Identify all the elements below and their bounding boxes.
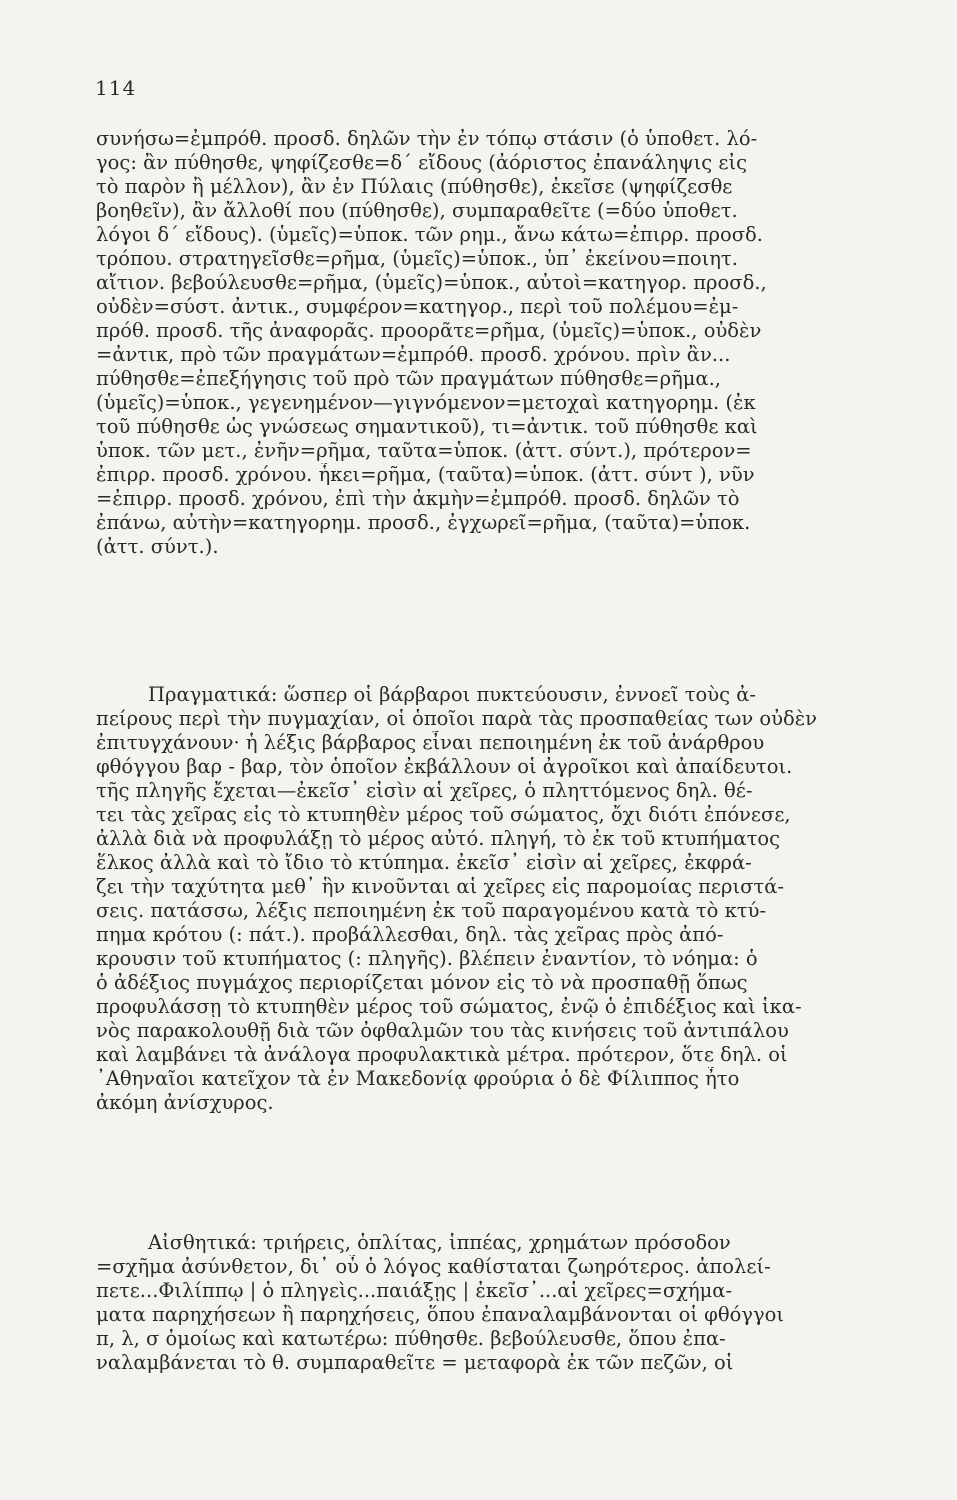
text-line: (ὑμεῖς)=ὑποκ., γεγενημένον—γιγνόμενον=μετοχαὶ κατηγορημ. (ἐκ xyxy=(96,391,756,414)
text-line: τὸ παρὸν ἢ μέλλον), ἂν ἐν Πύλαις (πύθησθε), ἐκεῖσε (ψηφίζεσθε xyxy=(96,175,733,198)
text-line: τῆς πληγῆς ἔχεται—ἐκεῖσ᾽ εἰσὶν αἱ χεῖρες, ὁ πληττόμενος δηλ. θέ- xyxy=(96,779,753,802)
text-line: ᾽Αθηναῖοι κατεῖχον τὰ ἐν Μακεδονίᾳ φρούρια ὁ δὲ Φίλιππος ἦτο xyxy=(96,1067,740,1090)
text-line: πημα κρότου (: πάτ.). προβάλλεσθαι, δηλ. τὰς χεῖρας πρὸς ἀπό- xyxy=(96,923,724,946)
text-line: προφυλάσσῃ τὸ κτυπηθὲν μέρος τοῦ σώματος, ἐνῷ ὁ ἐπιδέξιος καὶ ἱκα- xyxy=(96,995,802,1018)
text-line: νὸς παρακολουθῇ διὰ τῶν ὀφθαλμῶν του τὰς κινήσεις τοῦ ἀντιπάλου xyxy=(96,1019,789,1042)
text-line: =ἐπιρρ. προσδ. χρόνου, ἐπὶ τὴν ἀκμὴν=ἐμπρόθ. προσδ. δηλῶν τὸ xyxy=(96,487,740,510)
text-line: συνήσω=ἐμπρόθ. προσδ. δηλῶν τὴν ἐν τόπῳ στάσιν (ὁ ὑποθετ. λό- xyxy=(96,127,758,150)
text-line: ἀκόμη ἀνίσχυρος. xyxy=(96,1091,274,1114)
text-line: ἀλλὰ διὰ νὰ προφυλάξῃ τὸ μέρος αὐτό. πληγή, τὸ ἐκ τοῦ κτυπήματος xyxy=(96,827,781,850)
text-line: πύθησθε=ἐπεξήγησις τοῦ πρὸ τῶν πραγμάτων πύθησθε=ρῆμα., xyxy=(96,367,721,390)
text-line: πείρους περὶ τὴν πυγμαχίαν, οἱ ὁποῖοι παρὰ τὰς προσπαθείας των οὐδὲν xyxy=(96,707,818,730)
text-line: πρόθ. προσδ. τῆς ἀναφορᾶς. προορᾶτε=ρῆμα, (ὑμεῖς)=ὑποκ., οὐδὲν xyxy=(96,319,762,342)
text-line: ζει τὴν ταχύτητα μεθ᾽ ἣν κινοῦνται αἱ χεῖρες εἰς παρομοίας περιστά- xyxy=(96,875,784,898)
text-line: βοηθεῖν), ἂν ἄλλοθί που (πύθησθε), συμπαραθεῖτε (=δύο ὑποθετ. xyxy=(96,199,738,222)
text-line: τρόπου. στρατηγεῖσθε=ρῆμα, (ὑμεῖς)=ὑποκ., ὑπ᾽ ἐκείνου=ποιητ. xyxy=(96,247,738,270)
text-line: ἐπάνω, αὐτὴν=κατηγορημ. προσδ., ἐγχωρεῖ=ρῆμα, (ταῦτα)=ὑποκ. xyxy=(96,511,751,534)
text-line: ὁ ἀδέξιος πυγμάχος περιορίζεται μόνον εἰς τὸ νὰ προσπαθῇ ὅπως xyxy=(96,971,748,994)
page-number: 114 xyxy=(95,76,137,100)
text-line: Αἰσθητικά: τριήρεις, ὁπλίτας, ἱππέας, χρημάτων πρόσοδον xyxy=(148,1231,731,1254)
text-line: ἕλκος ἀλλὰ καὶ τὸ ἴδιο τὸ κτύπημα. ἐκεῖσ᾽ εἰσὶν αἱ χεῖρες, ἐκφρά- xyxy=(96,851,752,874)
text-line: οὐδὲν=σύστ. ἀντικ., συμφέρον=κατηγορ., περὶ τοῦ πολέμου=ἐμ- xyxy=(96,295,739,318)
text-line: ὑποκ. τῶν μετ., ἐνῆν=ρῆμα, ταῦτα=ὑποκ. (ἀττ. σύντ.), πρότερον= xyxy=(96,439,752,462)
text-line: φθόγγου βαρ - βαρ, τὸν ὁποῖον ἐκβάλλουν οἱ ἀγροῖκοι καὶ ἀπαίδευτοι. xyxy=(96,755,793,778)
text-line: λόγοι δ΄ εἴδους). (ὑμεῖς)=ὑποκ. τῶν ρημ., ἄνω κάτω=ἐπιρρ. προσδ. xyxy=(96,223,763,246)
text-line: κρουσιν τοῦ κτυπήματος (: πληγῆς). βλέπειν ἐναντίον, τὸ νόημα: ὁ xyxy=(96,947,758,970)
pragmatika-paragraph xyxy=(96,683,896,1115)
text-line: =σχῆμα ἀσύνθετον, δι᾽ οὗ ὁ λόγος καθίσταται ζωηρότερος. ἀπολεί- xyxy=(96,1255,771,1278)
text-line: Πραγματικά: ὥσπερ οἱ βάρβαροι πυκτεύουσιν, ἐννοεῖ τοὺς ἀ- xyxy=(148,683,756,706)
text-line: π, λ, σ ὁμοίως καὶ κατωτέρω: πύθησθε. βεβούλευσθε, ὅπου ἐπα- xyxy=(96,1327,726,1350)
text-line: ναλαμβάνεται τὸ θ. συμπαραθεῖτε = μεταφορὰ ἐκ τῶν πεζῶν, οἱ xyxy=(96,1351,734,1374)
text-line: (ἀττ. σύντ.). xyxy=(96,535,219,558)
text-line: πετε...Φιλίππῳ | ὁ πληγεὶς...παιάξῃς | ἐκεῖσ᾽...αἱ χεῖρες=σχήμα- xyxy=(96,1279,733,1302)
text-line: ματα παρηχήσεων ἢ παρηχήσεις, ὅπου ἐπαναλαμβάνονται οἱ φθόγγοι xyxy=(96,1303,785,1326)
text-line: αἴτιον. βεβούλευσθε=ρῆμα, (ὑμεῖς)=ὑποκ., αὐτοὶ=κατηγορ. προσδ., xyxy=(96,271,767,294)
text-line: καὶ λαμβάνει τὰ ἀνάλογα προφυλακτικὰ μέτρα. πρότερον, ὅτε δηλ. οἱ xyxy=(96,1043,788,1066)
text-line: τοῦ πύθησθε ὡς γνώσεως σημαντικοῦ), τι=ἀντικ. τοῦ πύθησθε καὶ xyxy=(96,415,758,438)
glossary-paragraph xyxy=(96,127,896,559)
text-line: τει τὰς χεῖρας εἰς τὸ κτυπηθὲν μέρος τοῦ σώματος, ὄχι διότι ἐπόνεσε, xyxy=(96,803,791,826)
aisthitika-paragraph xyxy=(96,1231,896,1375)
text-line: ἐπιρρ. προσδ. χρόνου. ἧκει=ρῆμα, (ταῦτα)=ὑποκ. (ἀττ. σύντ ), νῦν xyxy=(96,463,755,486)
text-line: σεις. πατάσσω, λέξις πεποιημένη ἐκ τοῦ παραγομένου κατὰ τὸ κτύ- xyxy=(96,899,767,922)
text-line: γος: ἂν πύθησθε, ψηφίζεσθε=δ΄ εἴδους (ἀόριστος ἐπανάληψις εἰς xyxy=(96,151,748,174)
text-line: ἐπιτυγχάνουν· ἡ λέξις βάρβαρος εἶναι πεποιημένη ἐκ τοῦ ἀνάρθρου xyxy=(96,731,765,754)
text-line: =ἀντικ, πρὸ τῶν πραγμάτων=ἐμπρόθ. προσδ. χρόνου. πρὶν ἂν... xyxy=(96,343,731,366)
